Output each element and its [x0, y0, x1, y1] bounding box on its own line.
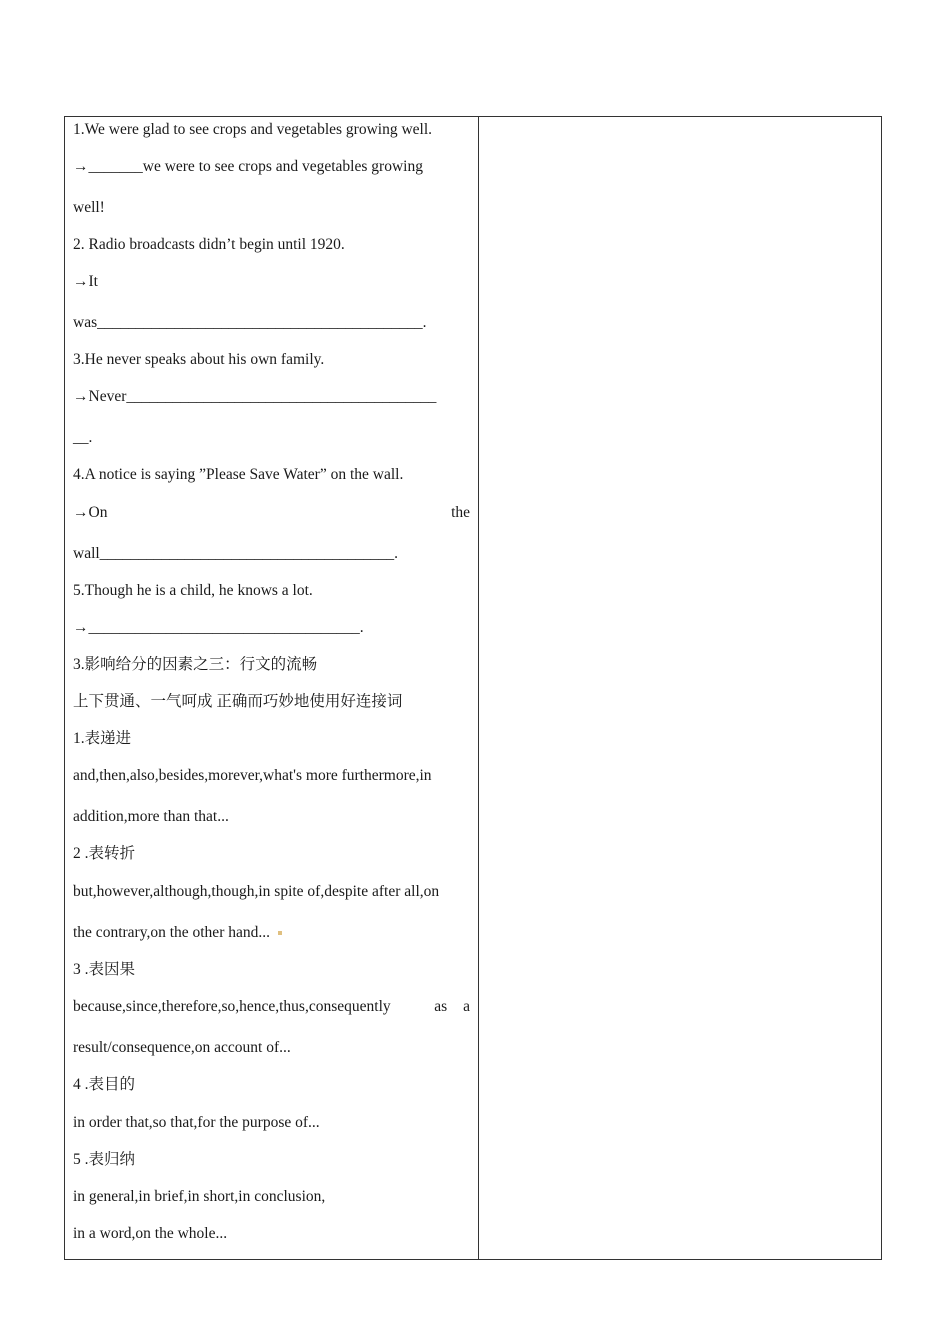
category-cause-words-main: because,since,therefore,so,hence,thus,consequently: [73, 998, 391, 1015]
exercise-2-rewrite-end: was__________________________________________.: [73, 314, 427, 331]
exercise-1-rewrite: →_______we were to see crops and vegetables growing: [73, 158, 423, 175]
category-contrast-title: 2 .表转折: [73, 845, 136, 862]
category-progression-title: 1.表递进: [73, 730, 132, 747]
exercise-1-rewrite-end: well!: [73, 199, 105, 216]
exercise-4-rewrite-the: the: [451, 504, 470, 521]
category-cause-title: 3 .表因果: [73, 961, 136, 978]
category-purpose-words: in order that,so that,for the purpose of...: [73, 1114, 320, 1131]
section-subheading: 上下贯通、一气呵成 正确而巧妙地使用好连接词: [73, 693, 403, 710]
category-summary-title: 5 .表归纳: [73, 1151, 136, 1168]
category-progression-words-end: addition,more than that...: [73, 808, 229, 825]
exercise-3-rewrite-end: __.: [73, 429, 93, 446]
exercise-5-rewrite: →___________________________________.: [73, 619, 364, 636]
section-heading: 3.影响给分的因素之三：行文的流畅: [73, 656, 318, 673]
category-summary-words-end: in a word,on the whole...: [73, 1225, 228, 1242]
exercise-2-sentence: 2. Radio broadcasts didn’t begin until 1920.: [73, 236, 345, 253]
exercise-2-rewrite: →It: [73, 273, 98, 290]
category-cause-words-end: result/consequence,on account of...: [73, 1039, 291, 1056]
exercise-5-sentence: 5.Though he is a child, he knows a lot.: [73, 582, 313, 599]
mark-dot: [278, 931, 282, 935]
category-cause-a: a: [463, 998, 470, 1015]
exercise-3-rewrite: →Never________________________________________: [73, 388, 437, 405]
category-contrast-words: but,however,although,though,in spite of,despite after all,on: [73, 883, 440, 900]
category-cause-words: [73, 997, 470, 1017]
exercise-4-sentence: 4.A notice is saying ”Please Save Water” on the wall.: [73, 466, 404, 483]
category-cause-as: as: [434, 998, 448, 1015]
exercise-4-rewrite-start: →On: [73, 504, 108, 521]
category-purpose-title: 4 .表目的: [73, 1076, 136, 1093]
exercise-3-sentence: 3.He never speaks about his own family.: [73, 351, 325, 368]
left-cell: [65, 117, 479, 1259]
worksheet-table: [64, 116, 882, 1260]
category-summary-words: in general,in brief,in short,in conclusion,: [73, 1188, 326, 1205]
exercise-1-sentence: 1.We were glad to see crops and vegetables growing well.: [73, 121, 433, 138]
category-contrast-words-end: the contrary,on the other hand...: [73, 923, 470, 943]
exercise-4-rewrite: [73, 503, 470, 523]
exercise-4-rewrite-end: wall______________________________________.: [73, 545, 399, 562]
category-progression-words: and,then,also,besides,morever,what's more furthermore,in: [73, 767, 432, 784]
right-cell: [479, 117, 881, 1259]
